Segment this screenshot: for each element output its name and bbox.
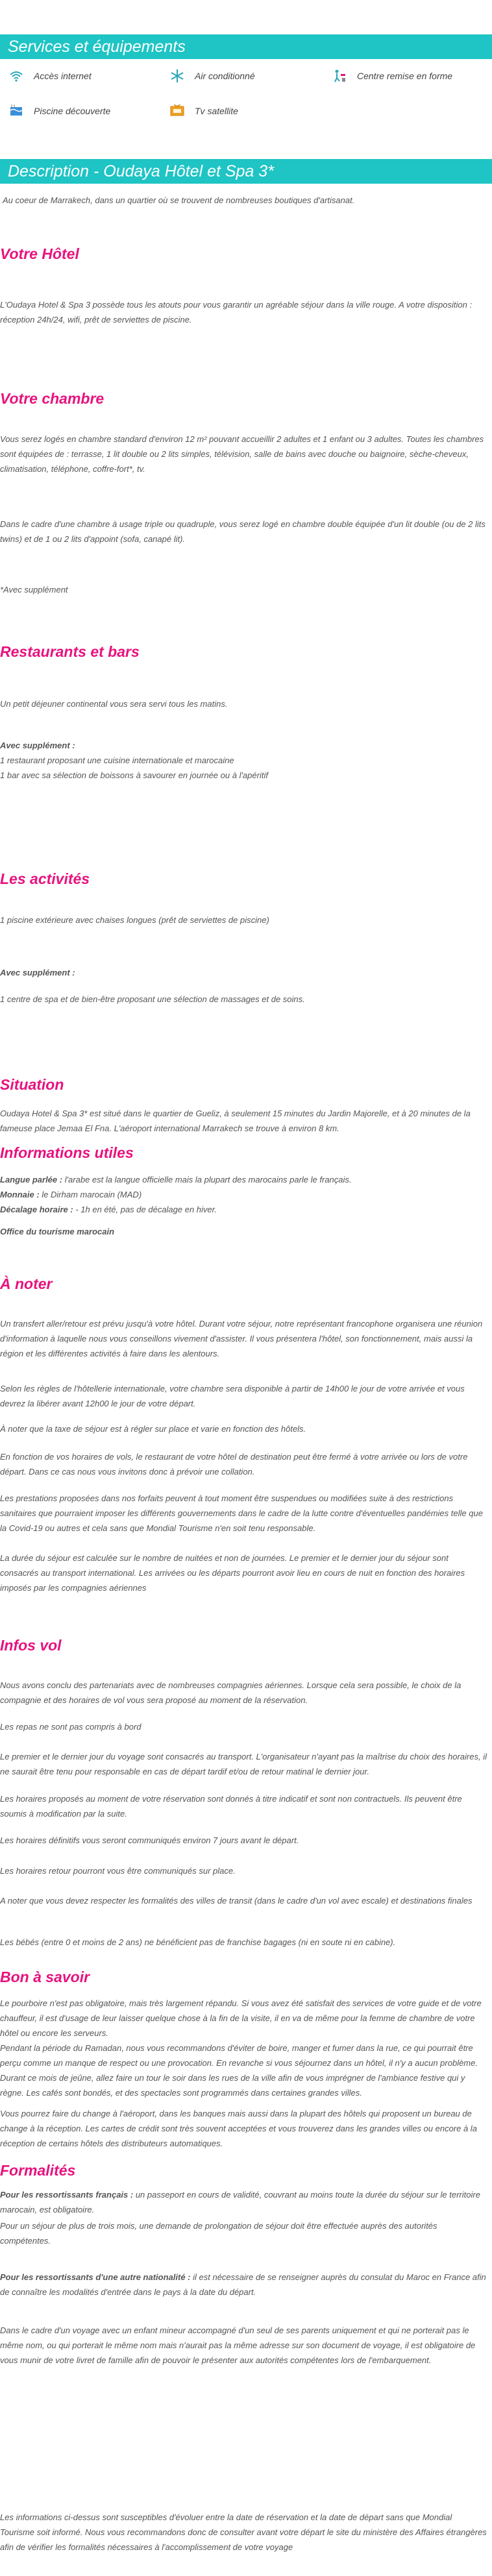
formalites-other (0, 2270, 488, 2300)
infos-vol-p2: Les repas ne sont pas compris à bord (0, 1722, 141, 1732)
heading-situation: Situation (0, 1076, 64, 1093)
amenity-label: Piscine découverte (34, 106, 111, 116)
a-noter-p4: En fonction de vos horaires de vols, le restaurant de votre hôtel de destination peut être fermé à votre arrivée ou lors de votre départ. Dans ce cas nous vous invitons donc à prévoir une collation. (0, 1452, 468, 1477)
restaurants-supplement-label: Avec supplément : (0, 741, 75, 750)
infos-vol-p8: Les bébés (entre 0 et moins de 2 ans) ne bénéficient pas de franchise bagages (ni en soute ni en cabine). (0, 1937, 396, 1947)
info-decalage-label: Décalage horaire : (0, 1205, 73, 1214)
restaurants-item-1: 1 restaurant proposant une cuisine internationale et marocaine (0, 755, 234, 765)
tv-icon (170, 104, 184, 118)
amenity-label: Tv satellite (195, 106, 238, 116)
formalites-other-label: Pour les ressortissants d'une autre nationalité : (0, 2272, 191, 2282)
infos-vol-p1: Nous avons conclu des partenariats avec de nombreuses compagnies aériennes. Lorsque cela sera possible, le choix de la compagnie et des horaires de vol vous sera proposé au moment de la réservation. (0, 1680, 461, 1705)
formalites-fr (0, 2187, 488, 2217)
votre-hotel-text: L'Oudaya Hotel & Spa 3 possède tous les atouts pour vous garantir un agréable séjour dans la ville rouge. A votre disposition : réception 24h/24, wifi, prêt de serviettes de piscine. (0, 300, 473, 325)
formalites-fr-label: Pour les ressortissants français : (0, 2190, 134, 2200)
heading-activites: Les activités (0, 870, 90, 887)
a-noter-p5: Les prestations proposées dans nos forfaits peuvent à tout moment être suspendues ou modifiées suite à des restrictions sanitaires que pourraient imposer les différents gouvernements dans le cadre de la lutte contre d'éventuelles pandémies telle que la Covid-19 ou autres et cela sans que Mondial Tourisme n'en soit tenu responsable. (0, 1493, 483, 1533)
infos-vol-p5: Les horaires définitifs vous seront communiqués environ 7 jours avant le départ. (0, 1835, 299, 1845)
description-intro: Au coeur de Marrakech, dans un quartier où se trouvent de nombreuses boutiques d'artisanat. (3, 195, 355, 205)
heading-infos-vol: Infos vol (0, 1637, 62, 1654)
heading-formalites: Formalités (0, 2162, 76, 2179)
heading-bon-a-savoir: Bon à savoir (0, 1969, 90, 1985)
situation-text: Oudaya Hotel & Spa 3* est situé dans le quartier de Gueliz, à seulement 15 minutes du Jardin Majorelle, et à 20 minutes de la fameuse place Jemaa El Fna. L'aéroport international Marrakech se trouve à environ 8 km. (0, 1109, 471, 1133)
heading-votre-hotel: Votre Hôtel (0, 245, 79, 262)
infos-vol-p3: Le premier et le dernier jour du voyage sont consacrés au transport. L'organisateur n'ayant pas la maîtrise du choix des horaires, il ne saurait être tenu pour responsable en cas de départ tardif et/ou de retour matinal le dernier jour. (0, 1752, 487, 1776)
formalites-p4: Dans le cadre d'un voyage avec un enfant mineur accompagné d'un seul de ses parents uniquement et qui ne porterait pas le même nom, ou qui porterait le même nom mais n'aurait pas la même adresse sur son document de voyage, il est obligatoire de vous munir de votre livret de famille afin de pouvoir le présenter aux autorités compétentes lors de l'embarquement. (0, 2325, 476, 2365)
info-monnaie (0, 1187, 488, 1202)
amenity-aircon (170, 69, 255, 83)
formalites-p2: Pour un séjour de plus de trois mois, une demande de prolongation de séjour doit être effectuée auprès des autorités compétentes. (0, 2221, 437, 2246)
wifi-icon (9, 69, 23, 83)
info-langue-label: Langue parlée : (0, 1175, 63, 1184)
heading-votre-chambre: Votre chambre (0, 390, 105, 407)
infos-vol-p6: Les horaires retour pourront vous être communiqués sur place. (0, 1866, 236, 1876)
pool-icon (9, 104, 23, 118)
a-noter-p1: Un transfert aller/retour est prévu jusqu'à votre hôtel. Durant votre séjour, notre représentant francophone organisera une réunion d'information à laquelle nous vous conseillons vivement d'assister. Il vous présentera l'hôtel, son fonctionnement, mais aussi la région et les différentes activités à faire dans les alentours. (0, 1319, 483, 1358)
a-noter-p3: À noter que la taxe de séjour est à régler sur place et varie en fonction des hôtels. (0, 1424, 306, 1434)
formalites-p5: Les informations ci-dessus sont susceptibles d'évoluer entre la date de réservation et la date de départ sans que Mondial Tourisme soit informé. Nous vous recommandons donc de consulter avant votre départ le site du ministère des Affaires étrangères afin de vérifier les formalités nécessaires à l'accomplissement de votre voyage (0, 2512, 487, 2552)
bon-savoir-p3: Vous pourrez faire du change à l'aéroport, dans les banques mais aussi dans la plupart des hôtels qui proposent un bureau de change à la réception. Les cartes de crédit sont très souvent acceptées et vous trouverez dans les grandes villes ou encore à la réception de certains hôtels des distributeurs automatiques. (0, 2109, 477, 2148)
info-langue (0, 1172, 488, 1187)
amenity-internet (9, 69, 92, 83)
info-monnaie-value: le Dirham marocain (MAD) (39, 1190, 142, 1199)
amenity-label: Accès internet (34, 71, 92, 81)
infos-vol-p7: A noter que vous devez respecter les formalités des villes de transit (dans le cadre d'un vol avec escale) et destinations finales (0, 1896, 473, 1906)
amenity-fitness (332, 69, 452, 83)
heading-restaurants: Restaurants et bars (0, 643, 140, 660)
amenity-label: Air conditionné (195, 71, 255, 81)
amenity-label: Centre remise en forme (357, 71, 453, 81)
amenity-pool (9, 104, 110, 118)
formalites-fr-text: un passeport en cours de validité, couvrant au moins toute la durée du séjour sur le territoire marocain, est obligatoire. (0, 2190, 480, 2214)
heading-a-noter: À noter (0, 1275, 53, 1292)
info-monnaie-label: Monnaie : (0, 1190, 40, 1199)
info-langue-value: l'arabe est la langue officielle mais la plupart des marocains parle le français. (62, 1175, 352, 1184)
heading-infos-utiles: Informations utiles (0, 1144, 134, 1161)
bon-savoir-p1: Le pourboire n'est pas obligatoire, mais très largement répandu. Si vous avez été satisfait des services de votre guide et de votre chauffeur, il est d'usage de leur laisser quelque chose à la fin de la visite, il en va de même pour la femme de chambre de votre hôtel ou encore les serveurs. (0, 1998, 482, 2038)
services-banner: Services et équipements (0, 34, 492, 59)
votre-chambre-p3: *Avec supplément (0, 585, 68, 595)
office-tourisme-link[interactable]: Office du tourisme marocain (0, 1227, 115, 1236)
info-decalage-value: - 1h en été, pas de décalage en hiver. (73, 1205, 217, 1214)
formalites-other-text: il est nécessaire de se renseigner auprès du consulat du Maroc en France afin de connaître les modalités d'entrée dans le pays à la date du départ. (0, 2272, 486, 2297)
amenity-tv (170, 104, 238, 118)
activites-p1: 1 piscine extérieure avec chaises longues (prêt de serviettes de piscine) (0, 915, 269, 925)
description-banner: Description - Oudaya Hôtel et Spa 3* (0, 159, 492, 184)
activites-item-1: 1 centre de spa et de bien-être proposant une sélection de massages et de soins. (0, 994, 305, 1004)
activites-supplement-label: Avec supplément : (0, 968, 75, 977)
restaurants-item-2: 1 bar avec sa sélection de boissons à savourer en journée ou à l'apéritif (0, 770, 268, 780)
bon-savoir-p2: Pendant la période du Ramadan, nous vous recommandons d'éviter de boire, manger et fumer dans la rue, ce qui pourrait être perçu comme un manque de respect ou une provocation. En revanche si vous séjournez dans un hôtel, il n'y a aucun problème. Durant ce mois de jeûne, allez faire un tour le soir dans les rues de la ville afin de vous imprégner de l'ambiance festive qui y règne. Les cafés sont bondés, et des spectacles sont programmés dans certaines grandes villes. (0, 2043, 478, 2098)
fitness-icon (332, 69, 347, 83)
restaurants-p1: Un petit déjeuner continental vous sera servi tous les matins. (0, 699, 228, 709)
votre-chambre-p1: Vous serez logés en chambre standard d'environ 12 m² pouvant accueillir 2 adultes et 1 enfant ou 3 adultes. Toutes les chambres sont équipées de : terrasse, 1 lit double ou 2 lits simples, télévision, salle de bains avec douche ou baignoire, sèche-cheveux, climatisation, téléphone, coffre-fort*, tv. (0, 434, 484, 474)
a-noter-p2: Selon les règles de l'hôtellerie internationale, votre chambre sera disponible à partir de 14h00 le jour de votre arrivée et vous devrez la libérer avant 12h00 le jour de votre départ. (0, 1384, 465, 1408)
infos-vol-p4: Les horaires proposés au moment de votre réservation sont donnés à titre indicatif et sont non contractuels. Ils peuvent être soumis à modification par la suite. (0, 1794, 462, 1819)
snowflake-icon (170, 69, 184, 83)
votre-chambre-p2: Dans le cadre d'une chambre à usage triple ou quadruple, vous serez logé en chambre double équipée d'un lit double (ou de 2 lits twins) et de 1 ou 2 lits d'appoint (sofa, canapé lit). (0, 519, 486, 544)
info-decalage (0, 1202, 488, 1217)
a-noter-p6: La durée du séjour est calculée sur le nombre de nuitées et non de journées. Le premier et le dernier jour du séjour sont consacrés au transport international. Les arrivées ou les départs pourront avoir lieu en cours de nuit en fonction des horaires imposés par les compagnies aériennes (0, 1553, 465, 1593)
